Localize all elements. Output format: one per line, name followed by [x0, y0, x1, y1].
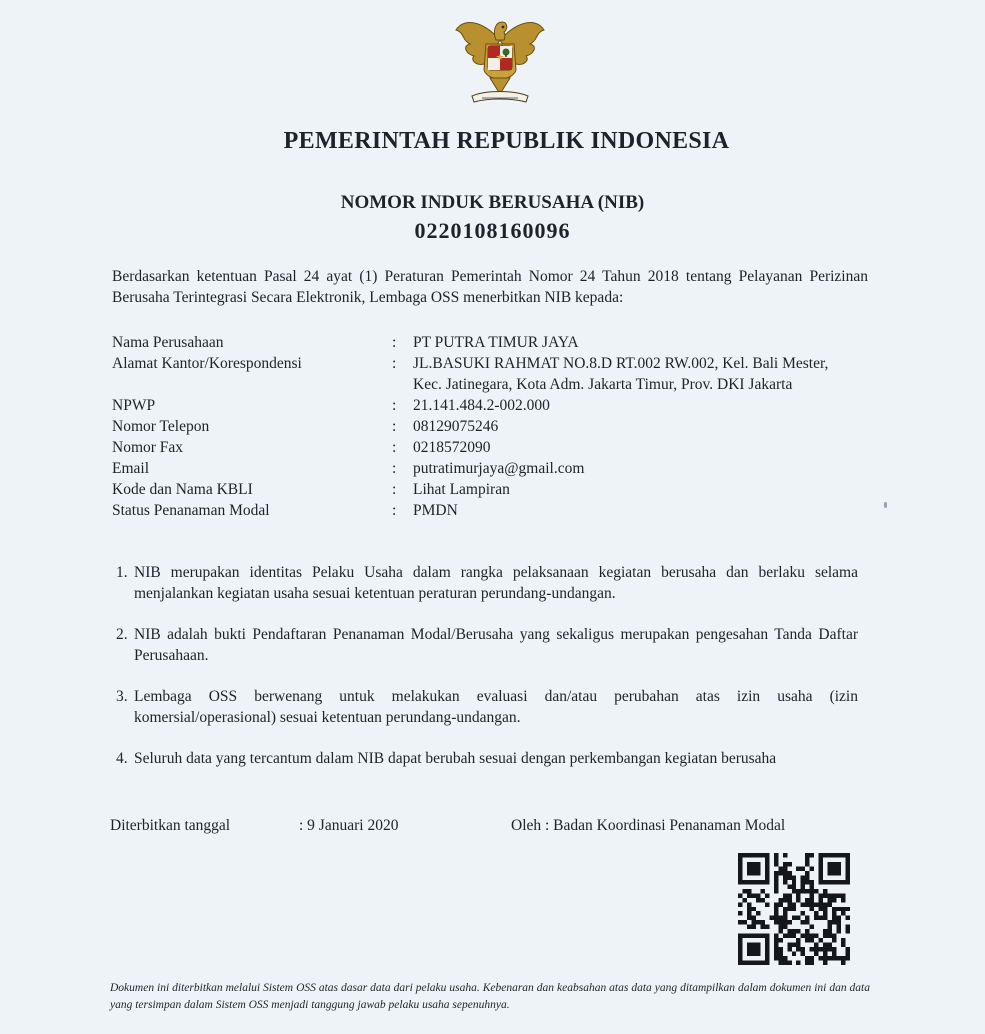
- qr-module: [832, 938, 836, 942]
- qr-module: [778, 916, 782, 920]
- qr-module: [810, 961, 814, 965]
- qr-module: [819, 938, 823, 942]
- qr-module: [796, 929, 800, 933]
- qr-module: [805, 956, 809, 960]
- qr-module: [747, 943, 760, 956]
- qr-module: [805, 889, 809, 893]
- qr-module: [805, 902, 809, 906]
- footer-disclaimer: Dokumen ini diterbitkan melalui Sistem OSS atas dasar data dari pelaku usaha. Kebenaran dan keabsahan atas data yang ditampilkan dalam dokumen ini dan data yang tersimpan dalam Sistem OSS menjadi tanggung jawab pelaku usaha sepenuhnya.: [110, 982, 870, 1011]
- qr-module: [810, 866, 814, 870]
- notes-list: [116, 562, 858, 789]
- qr-module: [760, 898, 764, 902]
- field-value: 08129075246: [413, 418, 499, 435]
- qr-module: [774, 862, 778, 866]
- qr-module: [783, 956, 787, 960]
- qr-module: [778, 871, 782, 875]
- field-row-company-name: [112, 332, 872, 353]
- qr-module: [765, 925, 769, 929]
- qr-module: [774, 916, 778, 920]
- qr-module: [837, 907, 841, 911]
- qr-module: [828, 934, 832, 938]
- field-label: Alamat Kantor/Korespondensi: [112, 355, 302, 372]
- qr-module: [783, 875, 787, 879]
- qr-module: [778, 929, 782, 933]
- qr-module: [823, 902, 827, 906]
- qr-module: [787, 875, 791, 879]
- qr-module: [796, 947, 800, 951]
- qr-module: [823, 916, 827, 920]
- note-item: [116, 624, 858, 666]
- qr-module: [837, 956, 841, 960]
- qr-module: [783, 880, 787, 884]
- qr-module: [796, 898, 800, 902]
- qr-module: [787, 902, 791, 906]
- field-label: NPWP: [112, 397, 156, 414]
- qr-module: [792, 952, 796, 956]
- qr-module: [738, 902, 742, 906]
- qr-module: [814, 943, 818, 947]
- qr-module: [819, 947, 823, 951]
- paper-speck: [884, 502, 887, 508]
- qr-module: [774, 884, 778, 888]
- qr-module: [751, 920, 755, 924]
- qr-module: [828, 893, 832, 897]
- qr-module: [760, 889, 764, 893]
- qr-module: [783, 907, 787, 911]
- qr-module: [801, 911, 805, 915]
- qr-module: [814, 934, 818, 938]
- qr-module: [801, 884, 805, 888]
- qr-module: [828, 898, 832, 902]
- qr-module: [796, 866, 800, 870]
- field-label: Nomor Telepon: [112, 418, 210, 435]
- qr-module: [801, 934, 805, 938]
- qr-module: [774, 871, 778, 875]
- qr-module: [787, 929, 791, 933]
- issued-date-label: Diterbitkan tanggal: [110, 817, 231, 834]
- qr-module: [778, 961, 782, 965]
- qr-module: [796, 943, 800, 947]
- qr-module: [774, 857, 778, 861]
- field-colon: :: [392, 334, 397, 351]
- qr-module: [823, 934, 827, 938]
- qr-module: [760, 925, 764, 929]
- qr-module: [787, 961, 791, 965]
- qr-module: [805, 916, 809, 920]
- qr-module: [837, 925, 841, 929]
- qr-module: [783, 898, 787, 902]
- qr-module: [778, 938, 782, 942]
- qr-module: [765, 902, 769, 906]
- qr-module: [832, 956, 836, 960]
- qr-module: [747, 925, 751, 929]
- qr-module: [837, 929, 841, 933]
- qr-module: [819, 893, 823, 897]
- qr-module: [846, 947, 850, 951]
- qr-module: [805, 853, 809, 857]
- qr-module: [778, 956, 782, 960]
- qr-module: [792, 875, 796, 879]
- qr-module: [792, 916, 796, 920]
- qr-module: [846, 907, 850, 911]
- note-text: Lembaga OSS berwenang untuk melakukan evaluasi dan/atau perubahan atas izin usaha (izin komersial/operasional) sesuai ketentuan perundang-undangan.: [134, 688, 858, 726]
- qr-module: [796, 889, 800, 893]
- qr-module: [814, 916, 818, 920]
- qr-module: [774, 938, 778, 942]
- qr-module: [787, 862, 791, 866]
- field-colon: :: [392, 502, 397, 519]
- field-colon: :: [392, 397, 397, 414]
- field-colon: :: [392, 439, 397, 456]
- note-item: [116, 748, 858, 769]
- qr-module: [823, 943, 827, 947]
- qr-module: [837, 916, 841, 920]
- qr-module: [841, 893, 845, 897]
- qr-module: [805, 961, 809, 965]
- qr-module: [778, 947, 782, 951]
- qr-module: [810, 880, 814, 884]
- field-label: Status Penanaman Modal: [112, 502, 270, 519]
- qr-module: [832, 911, 836, 915]
- qr-code-icon: [738, 853, 850, 965]
- qr-module: [828, 943, 832, 947]
- qr-module: [787, 871, 791, 875]
- qr-module: [756, 911, 760, 915]
- qr-module: [787, 898, 791, 902]
- qr-module: [810, 956, 814, 960]
- qr-module: [778, 902, 782, 906]
- qr-module: [805, 929, 809, 933]
- government-title: PEMERINTAH REPUBLIK INDONESIA: [283, 128, 730, 154]
- qr-module: [787, 893, 791, 897]
- qr-module: [792, 889, 796, 893]
- note-number: 1.: [116, 564, 128, 581]
- qr-module: [828, 920, 832, 924]
- qr-module: [783, 961, 787, 965]
- qr-module: [814, 902, 818, 906]
- qr-module: [787, 884, 791, 888]
- qr-module: [841, 898, 845, 902]
- qr-module: [787, 907, 791, 911]
- company-fields: [112, 332, 872, 521]
- qr-module: [783, 916, 787, 920]
- qr-module: [774, 853, 778, 857]
- field-row-investment-status: [112, 500, 872, 521]
- qr-module: [805, 880, 809, 884]
- qr-module: [751, 907, 755, 911]
- field-value: 0218572090: [413, 439, 491, 456]
- qr-module: [810, 898, 814, 902]
- qr-module: [828, 929, 832, 933]
- qr-module: [841, 907, 845, 911]
- qr-module: [846, 925, 850, 929]
- field-value: 21.141.484.2-002.000: [413, 397, 550, 414]
- qr-module: [801, 920, 805, 924]
- qr-module: [814, 911, 818, 915]
- qr-module: [774, 943, 778, 947]
- qr-module: [819, 916, 823, 920]
- qr-module: [832, 907, 836, 911]
- qr-module: [846, 952, 850, 956]
- qr-module: [801, 952, 805, 956]
- qr-module: [823, 929, 827, 933]
- note-number: 3.: [116, 688, 128, 705]
- qr-module: [783, 925, 787, 929]
- qr-module: [774, 875, 778, 879]
- qr-module: [846, 929, 850, 933]
- qr-module: [792, 880, 796, 884]
- qr-module: [738, 893, 742, 897]
- qr-module: [823, 893, 827, 897]
- qr-module: [805, 871, 809, 875]
- qr-module: [796, 938, 800, 942]
- field-row-npwp: [112, 395, 872, 416]
- qr-module: [801, 889, 805, 893]
- qr-module: [810, 902, 814, 906]
- qr-module: [819, 898, 823, 902]
- qr-module: [751, 893, 755, 897]
- qr-module: [805, 898, 809, 902]
- qr-module: [805, 862, 809, 866]
- field-colon: :: [392, 418, 397, 435]
- qr-module: [778, 952, 782, 956]
- note-number: 2.: [116, 626, 128, 643]
- qr-module: [742, 898, 746, 902]
- qr-module: [742, 889, 746, 893]
- qr-module: [792, 934, 796, 938]
- nib-label: NOMOR INDUK BERUSAHA (NIB): [340, 192, 645, 213]
- qr-module: [778, 925, 782, 929]
- qr-module: [801, 866, 805, 870]
- qr-module: [819, 902, 823, 906]
- qr-module: [810, 889, 814, 893]
- qr-module: [738, 920, 742, 924]
- qr-module: [828, 956, 832, 960]
- garuda-emblem-icon: [452, 10, 548, 110]
- field-colon: :: [392, 460, 397, 477]
- qr-module: [823, 889, 827, 893]
- field-colon: :: [392, 481, 397, 498]
- qr-module: [841, 961, 845, 965]
- qr-module: [810, 938, 814, 942]
- issued-date-value: : 9 Januari 2020: [299, 817, 399, 834]
- qr-module: [796, 961, 800, 965]
- qr-module: [774, 880, 778, 884]
- field-colon: :: [392, 355, 397, 372]
- qr-module: [774, 889, 778, 893]
- qr-module: [819, 907, 823, 911]
- qr-module: [751, 916, 755, 920]
- nib-number: 0220108160096: [414, 218, 571, 243]
- qr-module: [747, 893, 751, 897]
- qr-module: [832, 952, 836, 956]
- qr-module: [747, 916, 751, 920]
- qr-module: [814, 952, 818, 956]
- qr-module: [747, 889, 751, 893]
- qr-module: [819, 956, 823, 960]
- qr-module: [783, 853, 787, 857]
- qr-module: [823, 961, 827, 965]
- qr-module: [756, 898, 760, 902]
- qr-module: [774, 911, 778, 915]
- qr-module: [774, 934, 778, 938]
- qr-module: [846, 956, 850, 960]
- qr-module: [828, 862, 841, 875]
- qr-module: [792, 929, 796, 933]
- qr-module: [832, 934, 836, 938]
- qr-module: [805, 857, 809, 861]
- qr-module: [823, 911, 827, 915]
- qr-module: [805, 934, 809, 938]
- qr-module: [774, 952, 778, 956]
- intro-paragraph: Berdasarkan ketentuan Pasal 24 ayat (1) Peraturan Pemerintah Nomor 24 Tahun 2018 tentang Pelayanan Perizinan Berusaha Terintegrasi Secara Elektronik, Lembaga OSS menerbitkan NIB kepada:: [112, 268, 868, 306]
- qr-module: [774, 956, 778, 960]
- qr-module: [783, 866, 787, 870]
- qr-module: [832, 920, 836, 924]
- qr-module: [774, 907, 778, 911]
- note-item: [116, 562, 858, 604]
- qr-module: [742, 920, 746, 924]
- qr-module: [792, 907, 796, 911]
- qr-module: [801, 947, 805, 951]
- qr-module: [823, 947, 827, 951]
- qr-module: [747, 902, 751, 906]
- field-label: Nama Perusahaan: [112, 334, 224, 351]
- qr-module: [787, 947, 791, 951]
- qr-module: [828, 947, 832, 951]
- qr-module: [841, 911, 845, 915]
- qr-module: [747, 907, 751, 911]
- qr-module: [810, 925, 814, 929]
- qr-module: [787, 920, 791, 924]
- qr-module: [846, 916, 850, 920]
- qr-module: [814, 947, 818, 951]
- qr-module: [783, 934, 787, 938]
- qr-module: [787, 934, 791, 938]
- qr-module: [792, 902, 796, 906]
- qr-module: [828, 902, 832, 906]
- field-label: Nomor Fax: [112, 439, 184, 456]
- note-text: NIB merupakan identitas Pelaku Usaha dalam rangka pelaksanaan kegiatan berusaha dan berlaku selama menjalankan kegiatan usaha sesuai ketentuan peraturan perundang-undangan.: [134, 564, 858, 602]
- qr-module: [801, 902, 805, 906]
- qr-module: [783, 862, 787, 866]
- qr-module: [774, 920, 778, 924]
- qr-module: [810, 893, 814, 897]
- qr-module: [832, 947, 836, 951]
- qr-module: [774, 947, 778, 951]
- qr-module: [756, 920, 760, 924]
- qr-module: [778, 920, 782, 924]
- qr-module: [837, 893, 841, 897]
- field-row-email: [112, 458, 872, 479]
- qr-module: [792, 943, 796, 947]
- qr-module: [837, 920, 841, 924]
- qr-module: [805, 938, 809, 942]
- qr-module: [747, 911, 751, 915]
- qr-module: [823, 907, 827, 911]
- qr-module: [783, 871, 787, 875]
- field-value: Lihat Lampiran: [413, 481, 510, 498]
- qr-module: [738, 911, 742, 915]
- qr-module: [778, 898, 782, 902]
- field-row-address: [112, 353, 872, 395]
- qr-module: [828, 925, 832, 929]
- qr-module: [810, 884, 814, 888]
- qr-module: [796, 916, 800, 920]
- qr-module: [774, 902, 778, 906]
- qr-module: [765, 893, 769, 897]
- issued-by: Oleh : Badan Koordinasi Penanaman Modal: [511, 817, 786, 834]
- qr-module: [823, 952, 827, 956]
- qr-module: [783, 911, 787, 915]
- qr-module: [810, 853, 814, 857]
- qr-module: [841, 943, 845, 947]
- qr-module: [805, 920, 809, 924]
- note-item: [116, 686, 858, 728]
- field-row-phone: [112, 416, 872, 437]
- qr-module: [796, 893, 800, 897]
- qr-module: [810, 947, 814, 951]
- qr-module: [810, 907, 814, 911]
- qr-module: [756, 893, 760, 897]
- qr-module: [814, 889, 818, 893]
- qr-module: [805, 875, 809, 879]
- qr-module: [832, 893, 836, 897]
- qr-module: [751, 925, 755, 929]
- qr-module: [823, 956, 827, 960]
- qr-module: [760, 920, 764, 924]
- qr-module: [832, 916, 836, 920]
- field-value: PT PUTRA TIMUR JAYA: [413, 334, 579, 351]
- qr-module: [792, 884, 796, 888]
- note-number: 4.: [116, 750, 128, 767]
- qr-module: [841, 938, 845, 942]
- field-label: Kode dan Nama KBLI: [112, 481, 253, 498]
- field-value: putratimurjaya@gmail.com: [413, 460, 585, 477]
- field-label: Email: [112, 460, 150, 477]
- qr-module: [747, 862, 760, 875]
- field-row-kbli: [112, 479, 872, 500]
- qr-module: [778, 866, 782, 870]
- qr-module: [769, 916, 773, 920]
- note-text: Seluruh data yang tercantum dalam NIB dapat berubah sesuai dengan perkembangan kegiatan berusaha: [134, 750, 777, 767]
- qr-module: [783, 893, 787, 897]
- field-value: JL.BASUKI RAHMAT NO.8.D RT.002 RW.002, Kel. Bali Mester, Kec. Jatinegara, Kota Adm. Jakarta Timur, Prov. DKI Jakarta: [413, 355, 829, 393]
- note-text: NIB adalah bukti Pendaftaran Penanaman Modal/Berusaha yang sekaligus merupakan pengesahan Tanda Daftar Perusahaan.: [134, 626, 858, 664]
- qr-module: [787, 943, 791, 947]
- qr-module: [801, 875, 805, 879]
- qr-module: [801, 880, 805, 884]
- qr-module: [841, 956, 845, 960]
- field-value: PMDN: [413, 502, 458, 519]
- qr-module: [832, 898, 836, 902]
- qr-module: [810, 934, 814, 938]
- qr-module: [783, 920, 787, 924]
- field-row-fax: [112, 437, 872, 458]
